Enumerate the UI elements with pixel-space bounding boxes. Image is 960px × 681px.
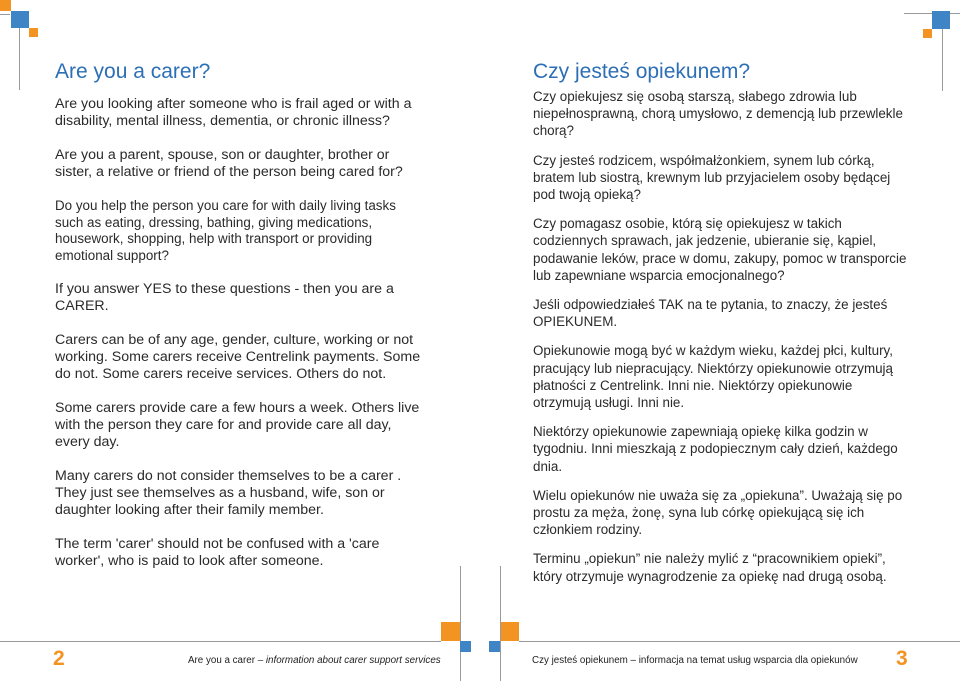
page-number: 3: [896, 647, 908, 670]
decor-horizontal-line: [0, 641, 441, 642]
paragraph: Terminu „opiekun” nie należy mylić z “pracownikiem opieki”, który otrzymuje wynagrodzenie za opiekę nad drugą osobą.: [533, 551, 887, 584]
paragraph: Some carers provide care a few hours a week. Others live with the person they care for and provide care all day, every day.: [55, 400, 420, 451]
decor-horizontal-line: [519, 641, 960, 642]
paragraph: The term 'carer' should not be confused with a 'care worker', who is paid to look after someone.: [55, 536, 380, 570]
decor-square-blue: [489, 641, 500, 652]
decor-vertical-line: [19, 28, 20, 90]
page-number: 2: [53, 647, 65, 670]
paragraph: Are you a parent, spouse, son or daughter, brother or sister, a relative or friend of the person being cared for?: [55, 147, 403, 180]
decor-square-blue: [932, 11, 950, 29]
right-page: [480, 0, 960, 681]
paragraph: Czy pomagasz osobie, którą się opiekujesz w takich codziennych sprawach, jak jedzenie, ubieranie się, kąpiel, podawanie leków, prace w domu, zakupy, pomoc w transporcie lub zapewniane wsparcia emocjonalnego?: [533, 216, 907, 283]
footer-title: Are you a carer: [188, 655, 255, 666]
paragraph: Wielu opiekunów nie uważa się za „opiekuna”. Uważają się po prostu za męża, żonę, syna lub córkę opiekującą się ich członkiem rodziny.: [533, 487, 903, 538]
decor-square-orange: [923, 29, 932, 38]
paragraph: If you answer YES to these questions - then you are a CARER.: [55, 281, 394, 315]
page-heading: Czy jesteś opiekunem?: [533, 60, 751, 83]
paragraph: Czy jesteś rodzicem, współmałżonkiem, synem lub córką, bratem lub siostrą, krewnym lub przyjacielem osoby będącej pod twoją opieką?: [533, 152, 891, 203]
footer-text: Czy jesteś opiekunem – informacja na temat usług wsparcia dla opiekunów: [532, 655, 858, 666]
decor-vertical-line: [500, 566, 501, 681]
decor-vertical-line: [942, 29, 943, 91]
left-column: [55, 60, 427, 587]
decor-square-blue: [460, 641, 471, 652]
right-column: [533, 60, 913, 597]
footer-text: Are you a carer – information about carer support services: [188, 655, 441, 666]
decor-square-orange: [500, 622, 519, 641]
decor-square-orange: [0, 0, 11, 11]
page-heading: Are you a carer?: [55, 60, 211, 83]
decor-square-blue: [11, 11, 29, 28]
paragraph: Do you help the person you care for with daily living tasks such as eating, dressing, bathing, giving medications, housework, shopping, help with transport or providing emotional support?: [55, 198, 396, 263]
paragraph: Are you looking after someone who is frail aged or with a disability, mental illness, dementia, or chronic illness?: [55, 96, 412, 129]
footer-subtitle: information about carer support services: [263, 655, 441, 666]
paragraph: Carers can be of any age, gender, culture, working or not working. Some carers receive Centrelink payments. Some do not. Some carers receive services. Others do not.: [55, 332, 421, 383]
decor-horizontal-line: [0, 14, 10, 15]
decor-square-orange: [441, 622, 460, 641]
paragraph: Opiekunowie mogą być w każdym wieku, każdej płci, kultury, pracujący lub niepracujący. Niektórzy opiekunowie otrzymują płatności z Centrelink. Inni nie. Niektórzy opiekunowie otrzymują usługi. Inni nie.: [533, 343, 893, 411]
paragraph: Niektórzy opiekunowie zapewniają opiekę kilka godzin w tygodniu. Inni mieszkają z podopiecznym cały dzień, każdego dnia.: [533, 424, 898, 474]
paragraph: Czy opiekujesz się osobą starszą, słabego zdrowia lub niepełnosprawną, chorą umysłowo, z demencją lub przewlekle chorą?: [533, 89, 903, 139]
paragraph: Jeśli odpowiedziałeś TAK na te pytania, to znaczy, że jesteś OPIEKUNEM.: [533, 297, 888, 330]
paragraph: Many carers do not consider themselves to be a carer . They just see themselves as a husband, wife, son or daughter looking after their family member.: [55, 468, 402, 519]
decor-square-orange: [29, 28, 38, 37]
decor-vertical-line: [460, 566, 461, 681]
